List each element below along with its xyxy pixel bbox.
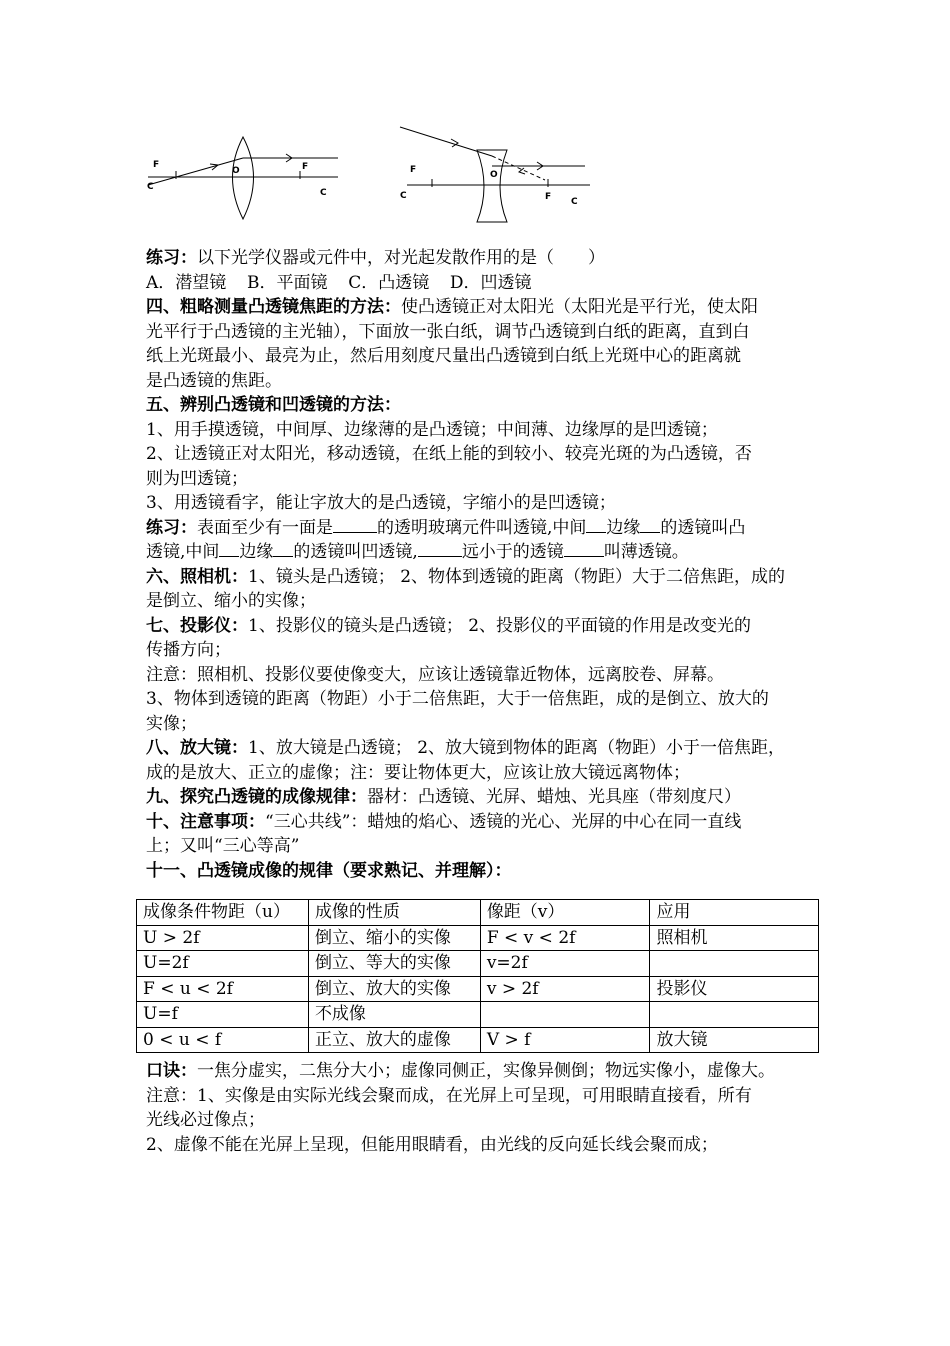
section4-line: 纸上光斑最小、最亮为止，然后用刻度尺量出凸透镜到白纸上光斑中心的距离就: [146, 346, 741, 366]
section5-line: 1、用手摸透镜，中间厚、边缘薄的是凸透镜；中间薄、边缘厚的是凹透镜；: [146, 419, 718, 440]
table-cell: [650, 951, 819, 977]
table-header: 成像的性质: [308, 900, 480, 926]
label-c-right: C: [320, 188, 327, 198]
table-cell: U=2f: [137, 951, 309, 977]
concave-lens-shape: [477, 150, 507, 222]
table-cell: 不成像: [308, 1002, 480, 1028]
note-line: 光线必过像点；: [146, 1110, 265, 1130]
table-header: 成像条件物距（u）: [137, 900, 309, 926]
table-cell: 倒立、缩小的实像: [308, 925, 480, 951]
label-f-right: F: [302, 162, 309, 172]
table-row: [137, 976, 819, 1002]
section10-line: 十、注意事项：“三心共线”：蜡烛的焰心、透镜的光心、光屏的中心在同一直线: [146, 811, 742, 832]
table-row: [137, 925, 819, 951]
fill-blank[interactable]: [640, 516, 660, 533]
fill-blank[interactable]: [418, 540, 462, 557]
table-cell: v > 2f: [480, 976, 650, 1002]
section4-line: 光平行于凸透镜的主光轴），下面放一张白纸，调节凸透镜到白纸的距离，直到白: [146, 321, 750, 342]
incident-ray: [400, 127, 492, 156]
section10-heading: 十、注意事项：: [146, 811, 265, 832]
fill-blank[interactable]: [273, 540, 293, 557]
mnemonic-label: 口诀：: [146, 1061, 197, 1081]
label-c-left: C: [400, 191, 407, 201]
section5-line: 2、让透镜正对太阳光，移动透镜，在纸上能的到较小、较亮光斑的为凸透镜，否: [146, 444, 752, 464]
table-cell: 照相机: [650, 925, 819, 951]
section6-line: 是倒立、缩小的实像；: [146, 591, 316, 611]
section5-heading: 五、辨别凸透镜和凹透镜的方法：: [146, 395, 401, 415]
table-row: [137, 1002, 819, 1028]
section7-line: 注意：照相机、投影仪要使像变大，应该让透镜靠近物体，远离胶卷、屏幕。: [146, 664, 724, 685]
practice1-question: 练习：以下光学仪器或元件中，对光起发散作用的是（ ）: [146, 248, 605, 268]
table-cell: 倒立、放大的实像: [308, 976, 480, 1002]
label-f-left: F: [153, 160, 160, 170]
table-cell: 投影仪: [650, 976, 819, 1002]
practice1-options: [146, 271, 826, 296]
section5-line: 则为凹透镜；: [146, 468, 248, 489]
section7-heading: 七、投影仪：: [146, 615, 248, 636]
table-cell: v=2f: [480, 951, 650, 977]
section10-line: 上；又叫“三心等高”: [146, 836, 300, 856]
option-d: D．凹透镜: [449, 272, 532, 293]
table-cell: 正立、放大的虚像: [308, 1027, 480, 1053]
option-c: C．凸透镜: [348, 272, 430, 293]
section11-heading: 十一、凸透镜成像的规律（要求熟记、并理解）：: [146, 860, 512, 881]
section7-line: 3、物体到透镜的距离（物距）小于二倍焦距，大于一倍焦距，成的是倒立、放大的: [146, 689, 769, 709]
option-a: A．潜望镜: [146, 272, 227, 293]
convex-lens-shape: [233, 137, 254, 219]
section5-line: 3、用透镜看字，能让字放大的是凸透镜，字缩小的是凹透镜；: [146, 493, 616, 513]
note-line: 2、虚像不能在光屏上呈现，但能用眼睛看，由光线的反向延长线会聚而成；: [146, 1134, 718, 1155]
mnemonic-line: 口诀：一焦分虚实，二焦分大小；虚像同侧正，实像异侧倒；物远实像小，虚像大。: [146, 1061, 775, 1081]
table-cell: F < u < 2f: [137, 976, 309, 1002]
fill-blank[interactable]: [586, 516, 606, 533]
section7-line: 七、投影仪：1、投影仪的镜头是凸透镜； 2、投影仪的平面镜的作用是改变光的: [146, 615, 752, 636]
fill-blank[interactable]: [333, 516, 377, 533]
section9-heading: 九、探究凸透镜的成像规律：: [146, 787, 367, 807]
section9-line: 九、探究凸透镜的成像规律：器材：凸透镜、光屏、蜡烛、光具座（带刻度尺）: [146, 787, 741, 807]
fill-blank[interactable]: [564, 540, 604, 557]
practice2-line2: 透镜,中间 边缘 的透镜叫凹透镜, 远小于的透镜 叫薄透镜。: [146, 542, 689, 562]
back-extension: [492, 156, 545, 180]
table-cell: 倒立、等大的实像: [308, 951, 480, 977]
table-cell: U > 2f: [137, 925, 309, 951]
label-f-right: F: [545, 192, 552, 202]
section7-line: 实像；: [146, 713, 197, 734]
main-text: [146, 246, 826, 883]
table-header-row: [137, 900, 819, 926]
incident-ray: [148, 158, 243, 185]
note-line: 注意：1、实像是由实际光线会聚而成，在光屏上可呈现，可用眼睛直接看，所有: [146, 1085, 752, 1106]
fill-blank[interactable]: [219, 540, 239, 557]
table-header: 应用: [650, 900, 819, 926]
section4-line: 是凸透镜的焦距。: [146, 370, 282, 391]
section6-heading: 六、照相机：: [146, 566, 248, 587]
section6-line: 六、照相机：1、镜头是凸透镜； 2、物体到透镜的距离（物距）大于二倍焦距，成的: [146, 566, 786, 587]
section8-line: 八、放大镜：1、放大镜是凸透镜； 2、放大镜到物体的距离（物距）小于一倍焦距，: [146, 738, 786, 758]
label-o: O: [232, 166, 240, 176]
option-b: B．平面镜: [246, 272, 328, 293]
table-cell: F < v < 2f: [480, 925, 650, 951]
label-f-left: F: [410, 165, 417, 175]
table-cell: U=f: [137, 1002, 309, 1028]
section7-line: 传播方向；: [146, 640, 231, 660]
table-cell: [480, 1002, 650, 1028]
label-o: O: [490, 170, 498, 180]
practice2-line1: 练习：表面至少有一面是 的透明玻璃元件叫透镜,中间 边缘 的透镜叫凸: [146, 517, 746, 538]
section4-heading: 四、粗略测量凸透镜焦距的方法：: [146, 297, 401, 317]
section8-heading: 八、放大镜：: [146, 738, 248, 758]
section4-line: 四、粗略测量凸透镜焦距的方法：使凸透镜正对太阳光（太阳光是平行光，使太阳: [146, 297, 758, 317]
convex-lens-diagram: [140, 135, 345, 225]
table-row: [137, 951, 819, 977]
table-cell: V > f: [480, 1027, 650, 1053]
table-cell: 0 < u < f: [137, 1027, 309, 1053]
table-cell: 放大镜: [650, 1027, 819, 1053]
label-c-left: C: [147, 182, 154, 192]
after-table-text: [146, 1059, 826, 1157]
imaging-rules-table: [136, 899, 819, 1053]
section8-line: 成的是放大、正立的虚像；注：要让物体更大，应该让放大镜远离物体；: [146, 762, 690, 783]
table-row: [137, 1027, 819, 1053]
label-c-right: C: [571, 197, 578, 207]
table-cell: [650, 1002, 819, 1028]
table-header: 像距（v）: [480, 900, 650, 926]
concave-lens-diagram: [395, 122, 595, 227]
